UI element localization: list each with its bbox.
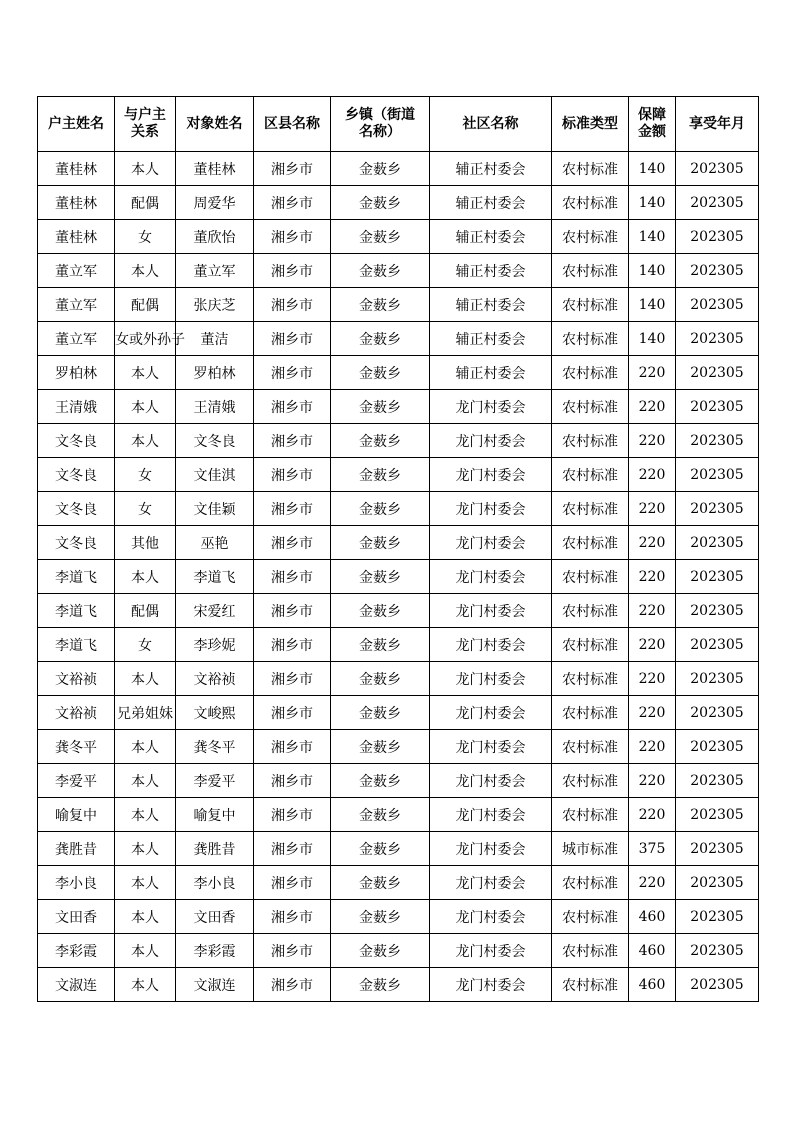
cell-community: 辅正村委会	[430, 322, 552, 356]
cell-household-head: 李小良	[38, 866, 115, 900]
cell-period: 202305	[676, 594, 759, 628]
cell-county: 湘乡市	[254, 458, 331, 492]
cell-community: 龙门村委会	[430, 390, 552, 424]
cell-county: 湘乡市	[254, 152, 331, 186]
cell-amount: 220	[629, 560, 676, 594]
cell-recipient-name: 龚冬平	[176, 730, 254, 764]
cell-township: 金薮乡	[331, 866, 430, 900]
cell-relation: 本人	[115, 900, 176, 934]
table-row	[38, 458, 759, 492]
cell-recipient-name: 董欣怡	[176, 220, 254, 254]
cell-community: 龙门村委会	[430, 458, 552, 492]
cell-standard-type: 农村标准	[552, 594, 629, 628]
cell-amount: 220	[629, 730, 676, 764]
cell-standard-type: 农村标准	[552, 662, 629, 696]
cell-household-head: 李道飞	[38, 594, 115, 628]
table-row	[38, 424, 759, 458]
cell-relation: 本人	[115, 934, 176, 968]
cell-recipient-name: 董洁	[176, 322, 254, 356]
table-row	[38, 560, 759, 594]
cell-standard-type: 农村标准	[552, 560, 629, 594]
cell-household-head: 董立军	[38, 322, 115, 356]
cell-standard-type: 农村标准	[552, 866, 629, 900]
cell-community: 龙门村委会	[430, 832, 552, 866]
cell-household-head: 董立军	[38, 254, 115, 288]
cell-county: 湘乡市	[254, 798, 331, 832]
cell-relation: 本人	[115, 730, 176, 764]
cell-community: 辅正村委会	[430, 254, 552, 288]
cell-relation: 本人	[115, 662, 176, 696]
cell-recipient-name: 文淑连	[176, 968, 254, 1002]
cell-standard-type: 农村标准	[552, 526, 629, 560]
cell-township: 金薮乡	[331, 424, 430, 458]
cell-recipient-name: 巫艳	[176, 526, 254, 560]
cell-relation: 本人	[115, 560, 176, 594]
table-row	[38, 730, 759, 764]
cell-household-head: 董桂林	[38, 186, 115, 220]
cell-county: 湘乡市	[254, 730, 331, 764]
cell-community: 龙门村委会	[430, 764, 552, 798]
cell-community: 龙门村委会	[430, 560, 552, 594]
cell-township: 金薮乡	[331, 628, 430, 662]
cell-county: 湘乡市	[254, 866, 331, 900]
table-row	[38, 594, 759, 628]
cell-relation: 其他	[115, 526, 176, 560]
cell-relation: 配偶	[115, 594, 176, 628]
table-row	[38, 288, 759, 322]
cell-relation: 本人	[115, 424, 176, 458]
cell-household-head: 李道飞	[38, 628, 115, 662]
cell-recipient-name: 喻复中	[176, 798, 254, 832]
cell-relation: 本人	[115, 798, 176, 832]
cell-standard-type: 农村标准	[552, 934, 629, 968]
cell-community: 龙门村委会	[430, 798, 552, 832]
cell-household-head: 文冬良	[38, 424, 115, 458]
cell-amount: 140	[629, 322, 676, 356]
cell-standard-type: 农村标准	[552, 254, 629, 288]
cell-period: 202305	[676, 356, 759, 390]
cell-period: 202305	[676, 662, 759, 696]
cell-amount: 460	[629, 900, 676, 934]
table-row	[38, 220, 759, 254]
cell-township: 金薮乡	[331, 356, 430, 390]
table-row	[38, 322, 759, 356]
cell-community: 龙门村委会	[430, 662, 552, 696]
cell-township: 金薮乡	[331, 322, 430, 356]
cell-household-head: 龚胜昔	[38, 832, 115, 866]
cell-household-head: 喻复中	[38, 798, 115, 832]
cell-county: 湘乡市	[254, 832, 331, 866]
cell-relation: 女或外孙子	[115, 322, 176, 356]
cell-community: 辅正村委会	[430, 288, 552, 322]
cell-amount: 460	[629, 934, 676, 968]
cell-relation: 本人	[115, 152, 176, 186]
header-township: 乡镇（街道 名称）	[331, 97, 430, 152]
table-row	[38, 866, 759, 900]
assistance-table	[37, 96, 759, 1002]
cell-period: 202305	[676, 288, 759, 322]
cell-recipient-name: 李爱平	[176, 764, 254, 798]
cell-county: 湘乡市	[254, 968, 331, 1002]
cell-community: 辅正村委会	[430, 220, 552, 254]
cell-county: 湘乡市	[254, 696, 331, 730]
cell-relation: 本人	[115, 968, 176, 1002]
cell-township: 金薮乡	[331, 934, 430, 968]
cell-recipient-name: 李彩霞	[176, 934, 254, 968]
table-row	[38, 832, 759, 866]
cell-period: 202305	[676, 866, 759, 900]
cell-township: 金薮乡	[331, 900, 430, 934]
cell-amount: 375	[629, 832, 676, 866]
cell-township: 金薮乡	[331, 764, 430, 798]
cell-township: 金薮乡	[331, 662, 430, 696]
cell-period: 202305	[676, 220, 759, 254]
cell-standard-type: 农村标准	[552, 458, 629, 492]
cell-relation: 本人	[115, 764, 176, 798]
cell-amount: 220	[629, 594, 676, 628]
cell-amount: 140	[629, 254, 676, 288]
cell-relation: 女	[115, 492, 176, 526]
cell-county: 湘乡市	[254, 560, 331, 594]
cell-amount: 220	[629, 424, 676, 458]
cell-period: 202305	[676, 832, 759, 866]
cell-community: 龙门村委会	[430, 934, 552, 968]
cell-recipient-name: 龚胜昔	[176, 832, 254, 866]
cell-county: 湘乡市	[254, 934, 331, 968]
cell-amount: 220	[629, 390, 676, 424]
cell-period: 202305	[676, 968, 759, 1002]
table-row	[38, 900, 759, 934]
header-relation: 与户主 关系	[115, 97, 176, 152]
cell-community: 辅正村委会	[430, 152, 552, 186]
table-row	[38, 492, 759, 526]
cell-recipient-name: 李珍妮	[176, 628, 254, 662]
cell-standard-type: 农村标准	[552, 730, 629, 764]
cell-community: 龙门村委会	[430, 492, 552, 526]
cell-community: 龙门村委会	[430, 866, 552, 900]
cell-county: 湘乡市	[254, 254, 331, 288]
header-amount: 保障 金额	[629, 97, 676, 152]
cell-standard-type: 农村标准	[552, 288, 629, 322]
cell-amount: 460	[629, 968, 676, 1002]
cell-period: 202305	[676, 390, 759, 424]
cell-period: 202305	[676, 798, 759, 832]
cell-relation: 本人	[115, 866, 176, 900]
cell-standard-type: 农村标准	[552, 968, 629, 1002]
cell-county: 湘乡市	[254, 220, 331, 254]
cell-period: 202305	[676, 254, 759, 288]
cell-relation: 配偶	[115, 288, 176, 322]
header-county: 区县名称	[254, 97, 331, 152]
cell-household-head: 文田香	[38, 900, 115, 934]
cell-relation: 本人	[115, 832, 176, 866]
cell-period: 202305	[676, 186, 759, 220]
cell-standard-type: 农村标准	[552, 696, 629, 730]
cell-relation: 本人	[115, 254, 176, 288]
cell-township: 金薮乡	[331, 492, 430, 526]
cell-standard-type: 农村标准	[552, 186, 629, 220]
cell-household-head: 龚冬平	[38, 730, 115, 764]
cell-standard-type: 农村标准	[552, 220, 629, 254]
cell-relation: 女	[115, 220, 176, 254]
cell-household-head: 文淑连	[38, 968, 115, 1002]
cell-household-head: 文裕祯	[38, 696, 115, 730]
cell-period: 202305	[676, 424, 759, 458]
cell-recipient-name: 文裕祯	[176, 662, 254, 696]
table-row	[38, 968, 759, 1002]
cell-period: 202305	[676, 458, 759, 492]
table-row	[38, 628, 759, 662]
cell-amount: 220	[629, 662, 676, 696]
cell-relation: 兄弟姐妹	[115, 696, 176, 730]
cell-recipient-name: 文佳颖	[176, 492, 254, 526]
cell-household-head: 文裕祯	[38, 662, 115, 696]
cell-standard-type: 城市标准	[552, 832, 629, 866]
cell-amount: 140	[629, 152, 676, 186]
cell-amount: 220	[629, 356, 676, 390]
cell-recipient-name: 王清娥	[176, 390, 254, 424]
table-row	[38, 526, 759, 560]
cell-county: 湘乡市	[254, 424, 331, 458]
table-row	[38, 254, 759, 288]
cell-amount: 140	[629, 288, 676, 322]
cell-recipient-name: 张庆芝	[176, 288, 254, 322]
cell-township: 金薮乡	[331, 526, 430, 560]
cell-township: 金薮乡	[331, 798, 430, 832]
table-row	[38, 356, 759, 390]
cell-township: 金薮乡	[331, 594, 430, 628]
cell-standard-type: 农村标准	[552, 152, 629, 186]
table-row	[38, 662, 759, 696]
cell-township: 金薮乡	[331, 968, 430, 1002]
cell-township: 金薮乡	[331, 390, 430, 424]
cell-county: 湘乡市	[254, 900, 331, 934]
cell-period: 202305	[676, 764, 759, 798]
cell-township: 金薮乡	[331, 696, 430, 730]
cell-community: 辅正村委会	[430, 356, 552, 390]
cell-household-head: 董桂林	[38, 152, 115, 186]
cell-recipient-name: 文冬良	[176, 424, 254, 458]
cell-community: 辅正村委会	[430, 186, 552, 220]
cell-household-head: 李爱平	[38, 764, 115, 798]
cell-amount: 220	[629, 866, 676, 900]
cell-household-head: 罗柏林	[38, 356, 115, 390]
cell-period: 202305	[676, 152, 759, 186]
cell-relation: 配偶	[115, 186, 176, 220]
table-row	[38, 152, 759, 186]
cell-standard-type: 农村标准	[552, 356, 629, 390]
cell-community: 龙门村委会	[430, 526, 552, 560]
cell-county: 湘乡市	[254, 662, 331, 696]
cell-recipient-name: 周爱华	[176, 186, 254, 220]
cell-township: 金薮乡	[331, 152, 430, 186]
cell-recipient-name: 李小良	[176, 866, 254, 900]
cell-township: 金薮乡	[331, 186, 430, 220]
cell-township: 金薮乡	[331, 254, 430, 288]
cell-period: 202305	[676, 900, 759, 934]
cell-county: 湘乡市	[254, 186, 331, 220]
cell-household-head: 文冬良	[38, 492, 115, 526]
cell-township: 金薮乡	[331, 288, 430, 322]
cell-amount: 220	[629, 798, 676, 832]
table-row	[38, 390, 759, 424]
cell-period: 202305	[676, 560, 759, 594]
table-row	[38, 696, 759, 730]
header-standard-type: 标准类型	[552, 97, 629, 152]
table-row	[38, 764, 759, 798]
cell-county: 湘乡市	[254, 390, 331, 424]
cell-township: 金薮乡	[331, 458, 430, 492]
cell-township: 金薮乡	[331, 730, 430, 764]
cell-standard-type: 农村标准	[552, 628, 629, 662]
cell-community: 龙门村委会	[430, 696, 552, 730]
cell-standard-type: 农村标准	[552, 390, 629, 424]
cell-township: 金薮乡	[331, 560, 430, 594]
cell-amount: 140	[629, 186, 676, 220]
cell-period: 202305	[676, 526, 759, 560]
cell-county: 湘乡市	[254, 526, 331, 560]
cell-household-head: 文冬良	[38, 458, 115, 492]
cell-recipient-name: 李道飞	[176, 560, 254, 594]
cell-relation: 本人	[115, 356, 176, 390]
cell-county: 湘乡市	[254, 288, 331, 322]
cell-recipient-name: 文佳淇	[176, 458, 254, 492]
cell-community: 龙门村委会	[430, 594, 552, 628]
cell-community: 龙门村委会	[430, 968, 552, 1002]
cell-community: 龙门村委会	[430, 730, 552, 764]
cell-relation: 本人	[115, 390, 176, 424]
cell-recipient-name: 罗柏林	[176, 356, 254, 390]
cell-county: 湘乡市	[254, 322, 331, 356]
cell-period: 202305	[676, 628, 759, 662]
cell-county: 湘乡市	[254, 492, 331, 526]
cell-standard-type: 农村标准	[552, 900, 629, 934]
cell-relation: 女	[115, 628, 176, 662]
header-household-head: 户主姓名	[38, 97, 115, 152]
cell-recipient-name: 文田香	[176, 900, 254, 934]
table-row	[38, 798, 759, 832]
cell-standard-type: 农村标准	[552, 424, 629, 458]
cell-period: 202305	[676, 322, 759, 356]
cell-household-head: 李彩霞	[38, 934, 115, 968]
cell-period: 202305	[676, 934, 759, 968]
cell-community: 龙门村委会	[430, 424, 552, 458]
cell-standard-type: 农村标准	[552, 798, 629, 832]
cell-township: 金薮乡	[331, 832, 430, 866]
cell-household-head: 文冬良	[38, 526, 115, 560]
table-body	[38, 152, 759, 1002]
cell-standard-type: 农村标准	[552, 322, 629, 356]
cell-household-head: 董立军	[38, 288, 115, 322]
cell-amount: 140	[629, 220, 676, 254]
header-row	[38, 97, 759, 152]
cell-amount: 220	[629, 764, 676, 798]
cell-standard-type: 农村标准	[552, 492, 629, 526]
cell-relation: 女	[115, 458, 176, 492]
cell-county: 湘乡市	[254, 628, 331, 662]
cell-period: 202305	[676, 696, 759, 730]
cell-amount: 220	[629, 696, 676, 730]
cell-household-head: 王清娥	[38, 390, 115, 424]
cell-county: 湘乡市	[254, 356, 331, 390]
cell-amount: 220	[629, 458, 676, 492]
cell-recipient-name: 文峻熙	[176, 696, 254, 730]
cell-community: 龙门村委会	[430, 628, 552, 662]
header-period: 享受年月	[676, 97, 759, 152]
cell-period: 202305	[676, 730, 759, 764]
table-row	[38, 186, 759, 220]
table-row	[38, 934, 759, 968]
cell-recipient-name: 宋爱红	[176, 594, 254, 628]
cell-amount: 220	[629, 492, 676, 526]
cell-township: 金薮乡	[331, 220, 430, 254]
cell-amount: 220	[629, 628, 676, 662]
header-recipient-name: 对象姓名	[176, 97, 254, 152]
cell-period: 202305	[676, 492, 759, 526]
cell-household-head: 李道飞	[38, 560, 115, 594]
header-community: 社区名称	[430, 97, 552, 152]
cell-standard-type: 农村标准	[552, 764, 629, 798]
cell-recipient-name: 董立军	[176, 254, 254, 288]
cell-community: 龙门村委会	[430, 900, 552, 934]
cell-county: 湘乡市	[254, 594, 331, 628]
cell-amount: 220	[629, 526, 676, 560]
cell-household-head: 董桂林	[38, 220, 115, 254]
cell-recipient-name: 董桂林	[176, 152, 254, 186]
cell-county: 湘乡市	[254, 764, 331, 798]
